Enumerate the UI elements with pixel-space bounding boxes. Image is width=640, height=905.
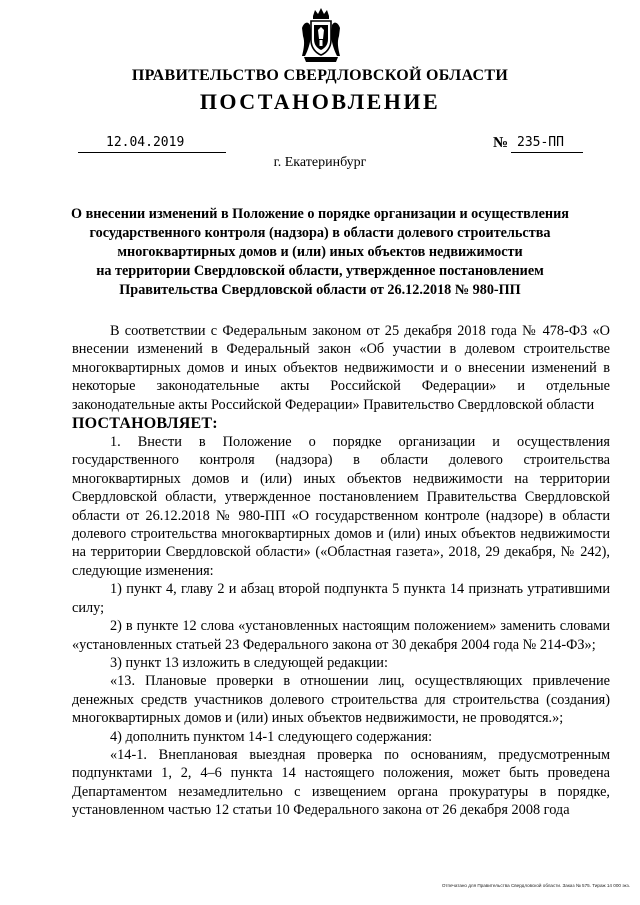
clause-14-1-quote: «14-1. Внеплановая выездная проверка по основаниям, предусмотренным подпунктами 1, 2, 4–6 пункта 14 настоящего положения, может быть проведена Департаментом незамедлительно с извещением органа прокуратуры в порядке, установленном частью 12 статьи 10 Федерального закона от 26 декабря 2008 года — [72, 746, 610, 819]
number-sign: № — [493, 135, 509, 151]
print-note: Отпечатано для Правительства Свердловской области. Заказ № 575. Тираж 14 000 экз. — [441, 883, 630, 888]
subject-line: на территории Свердловской области, утвержденное постановлением — [96, 263, 544, 279]
document-number: 235-ПП — [517, 135, 564, 150]
resolve-heading: ПОСТАНОВЛЯЕТ: — [72, 415, 218, 433]
subitem-4-paragraph: 4) дополнить пунктом 14-1 следующего содержания: — [110, 728, 433, 745]
document-body — [72, 322, 610, 820]
clause-13-quote: «13. Плановые проверки в отношении лиц, осуществляющих привлечение денежных средств участников долевого строительства для строительства (создания) многоквартирных домов и (или) иных объектов недвижимости, не проводятся.»; — [72, 673, 610, 727]
item-1-paragraph: 1. Внести в Положение о порядке организации и осуществления государственного контроля (надзора) в области долевого строительства многоквартирных домов и (или) иных объектов недвижимости на территории Свердловской области, утвержденное постановлением Правительства Свердловской области от 26.12.2018 № 980-ПП «О государственном контроле (надзоре) в области долевого строительства многоквартирных домов и (или) иных объектов недвижимости на территории Свердловской области» («Областная газета», 2018, 29 декабря, № 242), следующие изменения: — [72, 434, 610, 579]
document-subject — [70, 205, 570, 300]
document-type: ПОСТАНОВЛЕНИЕ — [199, 89, 441, 114]
date-field — [78, 136, 226, 153]
coat-of-arms-icon — [299, 6, 343, 64]
subject-line: Правительства Свердловской области от 26.12.2018 № 980-ПП — [119, 282, 521, 298]
subject-line: многоквартирных домов и (или) иных объектов недвижимости — [117, 244, 523, 260]
subitem-1-paragraph: 1) пункт 4, главу 2 и абзац второй подпункта 5 пункта 14 признать утратившими силу; — [72, 581, 610, 616]
number-field — [511, 136, 583, 153]
document-city: г. Екатеринбург — [273, 155, 367, 170]
subject-line: О внесении изменений в Положение о порядке организации и осуществления — [71, 206, 569, 222]
preamble-paragraph: В соответствии с Федеральным законом от 25 декабря 2018 года № 478-ФЗ «О внесении изменений в Федеральный закон «Об участии в долевом строительстве многоквартирных домов и иных объектов недвижимости и о внесении изменений в некоторые законодательные акты Российской Федерации» и отдельные законодательные акты Российской Федерации» Правительство Свердловской области — [72, 323, 610, 413]
subject-line: государственного контроля (надзора) в области долевого строительства — [89, 225, 551, 241]
organization-title: ПРАВИТЕЛЬСТВО СВЕРДЛОВСКОЙ ОБЛАСТИ — [131, 67, 509, 84]
subitem-2-paragraph: 2) в пункте 12 слова «установленных настоящим положением» заменить словами «установленных статьей 23 Федерального закона от 30 декабря 2004 года № 214-ФЗ»; — [72, 618, 610, 653]
document-date: 12.04.2019 — [106, 135, 185, 150]
subitem-3-paragraph: 3) пункт 13 изложить в следующей редакции: — [110, 654, 388, 671]
